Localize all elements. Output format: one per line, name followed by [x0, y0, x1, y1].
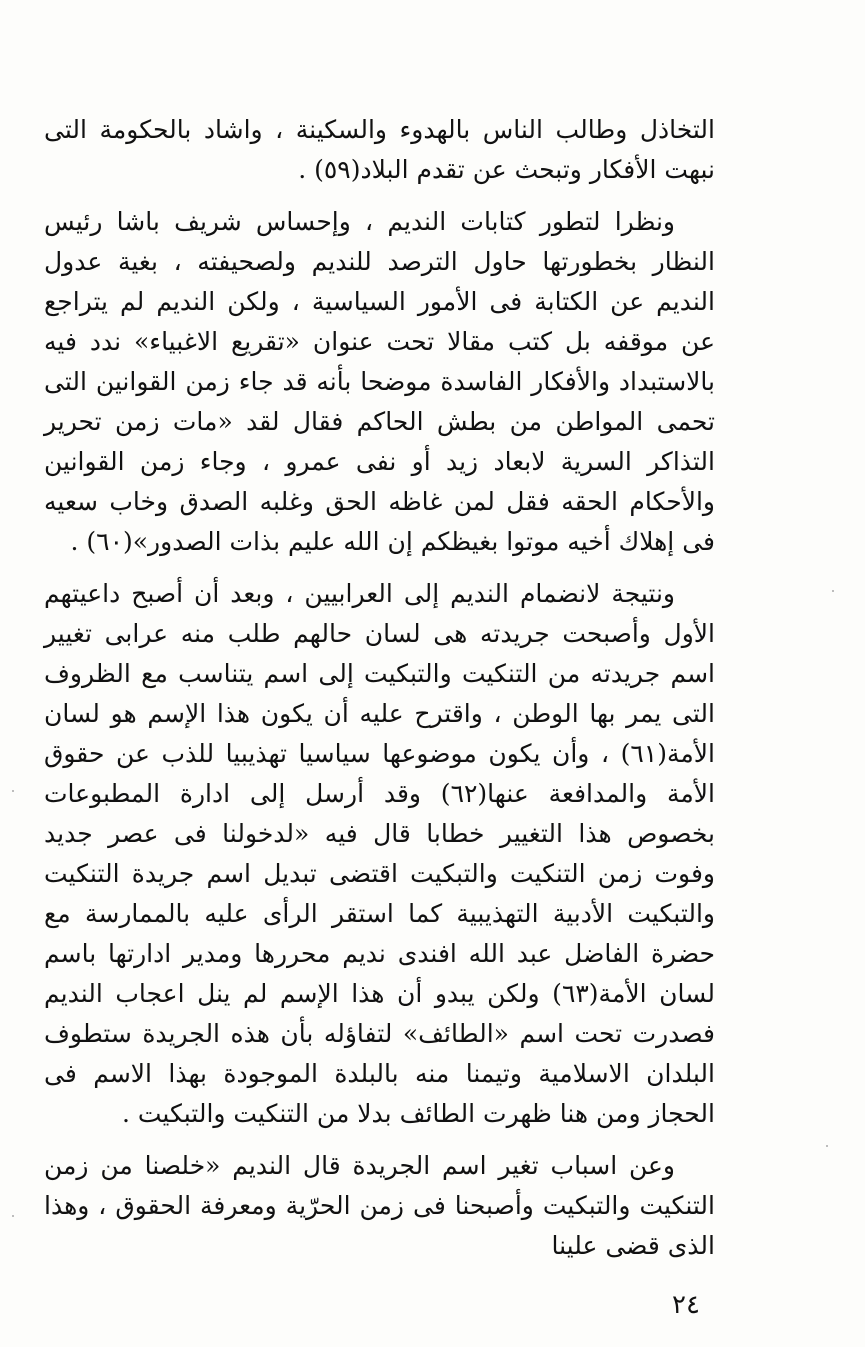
- scan-speck: [832, 590, 834, 592]
- page-text: [44, 110, 715, 1278]
- paragraph-2: ونظرا لتطور كتابات النديم ، وإحساس شريف باشا رئيس النظار بخطورتها حاول الترصد للنديم ولصحيفته ، بغية عدول النديم عن الكتابة فى الأمور السياسية ، ولكن النديم لم يتراجع عن موقفه بل كتب مقالا تحت عنوان «تقريع الاغبياء» ندد فيه بالاستبداد والأفكار الفاسدة موضحا بأنه قد جاء زمن القوانين التى تحمى المواطن من بطش الحاكم فقال لقد «مات زمن تحرير التذاكر السرية لابعاد زيد أو نفى عمرو ، وجاء زمن القوانين والأحكام الحقه فقل لمن غاظه الحق وغلبه الصدق وخاب سعيه فى إهلاك أخيه موتوا بغيظكم إن الله عليم بذات الصدور»(٦٠) .: [44, 207, 715, 556]
- scan-speck: [12, 790, 14, 792]
- paragraph-3: ونتيجة لانضمام النديم إلى العرابيين ، وبعد أن أصبح داعيتهم الأول وأصبحت جريدته هى لسان حالهم طلب منه عرابى تغيير اسم جريدته من التنكيت والتبكيت إلى اسم يتناسب مع الظروف التى يمر بها الوطن ، واقترح عليه أن يكون هذا الإسم هو لسان الأمة(٦١) ، وأن يكون موضوعها سياسيا تهذيبيا للذب عن حقوق الأمة والمدافعة عنها(٦٢) وقد أرسل إلى ادارة المطبوعات بخصوص هذا التغيير خطابا قال فيه «لدخولنا فى عصر جديد وفوت زمن التنكيت والتبكيت اقتضى تبديل اسم جريدة التنكيت والتبكيت الأدبية التهذيبية كما استقر الرأى عليه بالممارسة مع حضرة الفاضل عبد الله افندى نديم محررها ومدير ادارتها باسم لسان الأمة(٦٣) ولكن يبدو أن هذا الإسم لم ينل اعجاب النديم فصدرت تحت اسم «الطائف» لتفاؤله بأن هذه الجريدة ستطوف البلدان الاسلامية وتيمنا منه بالبلدة الموجودة بهذا الاسم فى الحجاز ومن هنا ظهرت الطائف بدلا من التنكيت والتبكيت .: [44, 579, 715, 1128]
- scan-speck: [12, 1215, 14, 1217]
- paragraph-4: وعن اسباب تغير اسم الجريدة قال النديم «خلصنا من زمن التنكيت والتبكيت وأصبحنا فى زمن الحرّية ومعرفة الحقوق ، وهذا الذى قضى علينا: [44, 1151, 715, 1260]
- scan-speck: [826, 1145, 828, 1147]
- paragraph-1: التخاذل وطالب الناس بالهدوء والسكينة ، واشاد بالحكومة التى نبهت الأفكار وتبحث عن تقدم البلاد(٥٩) .: [44, 115, 715, 184]
- page-number: ٢٤: [672, 1290, 700, 1320]
